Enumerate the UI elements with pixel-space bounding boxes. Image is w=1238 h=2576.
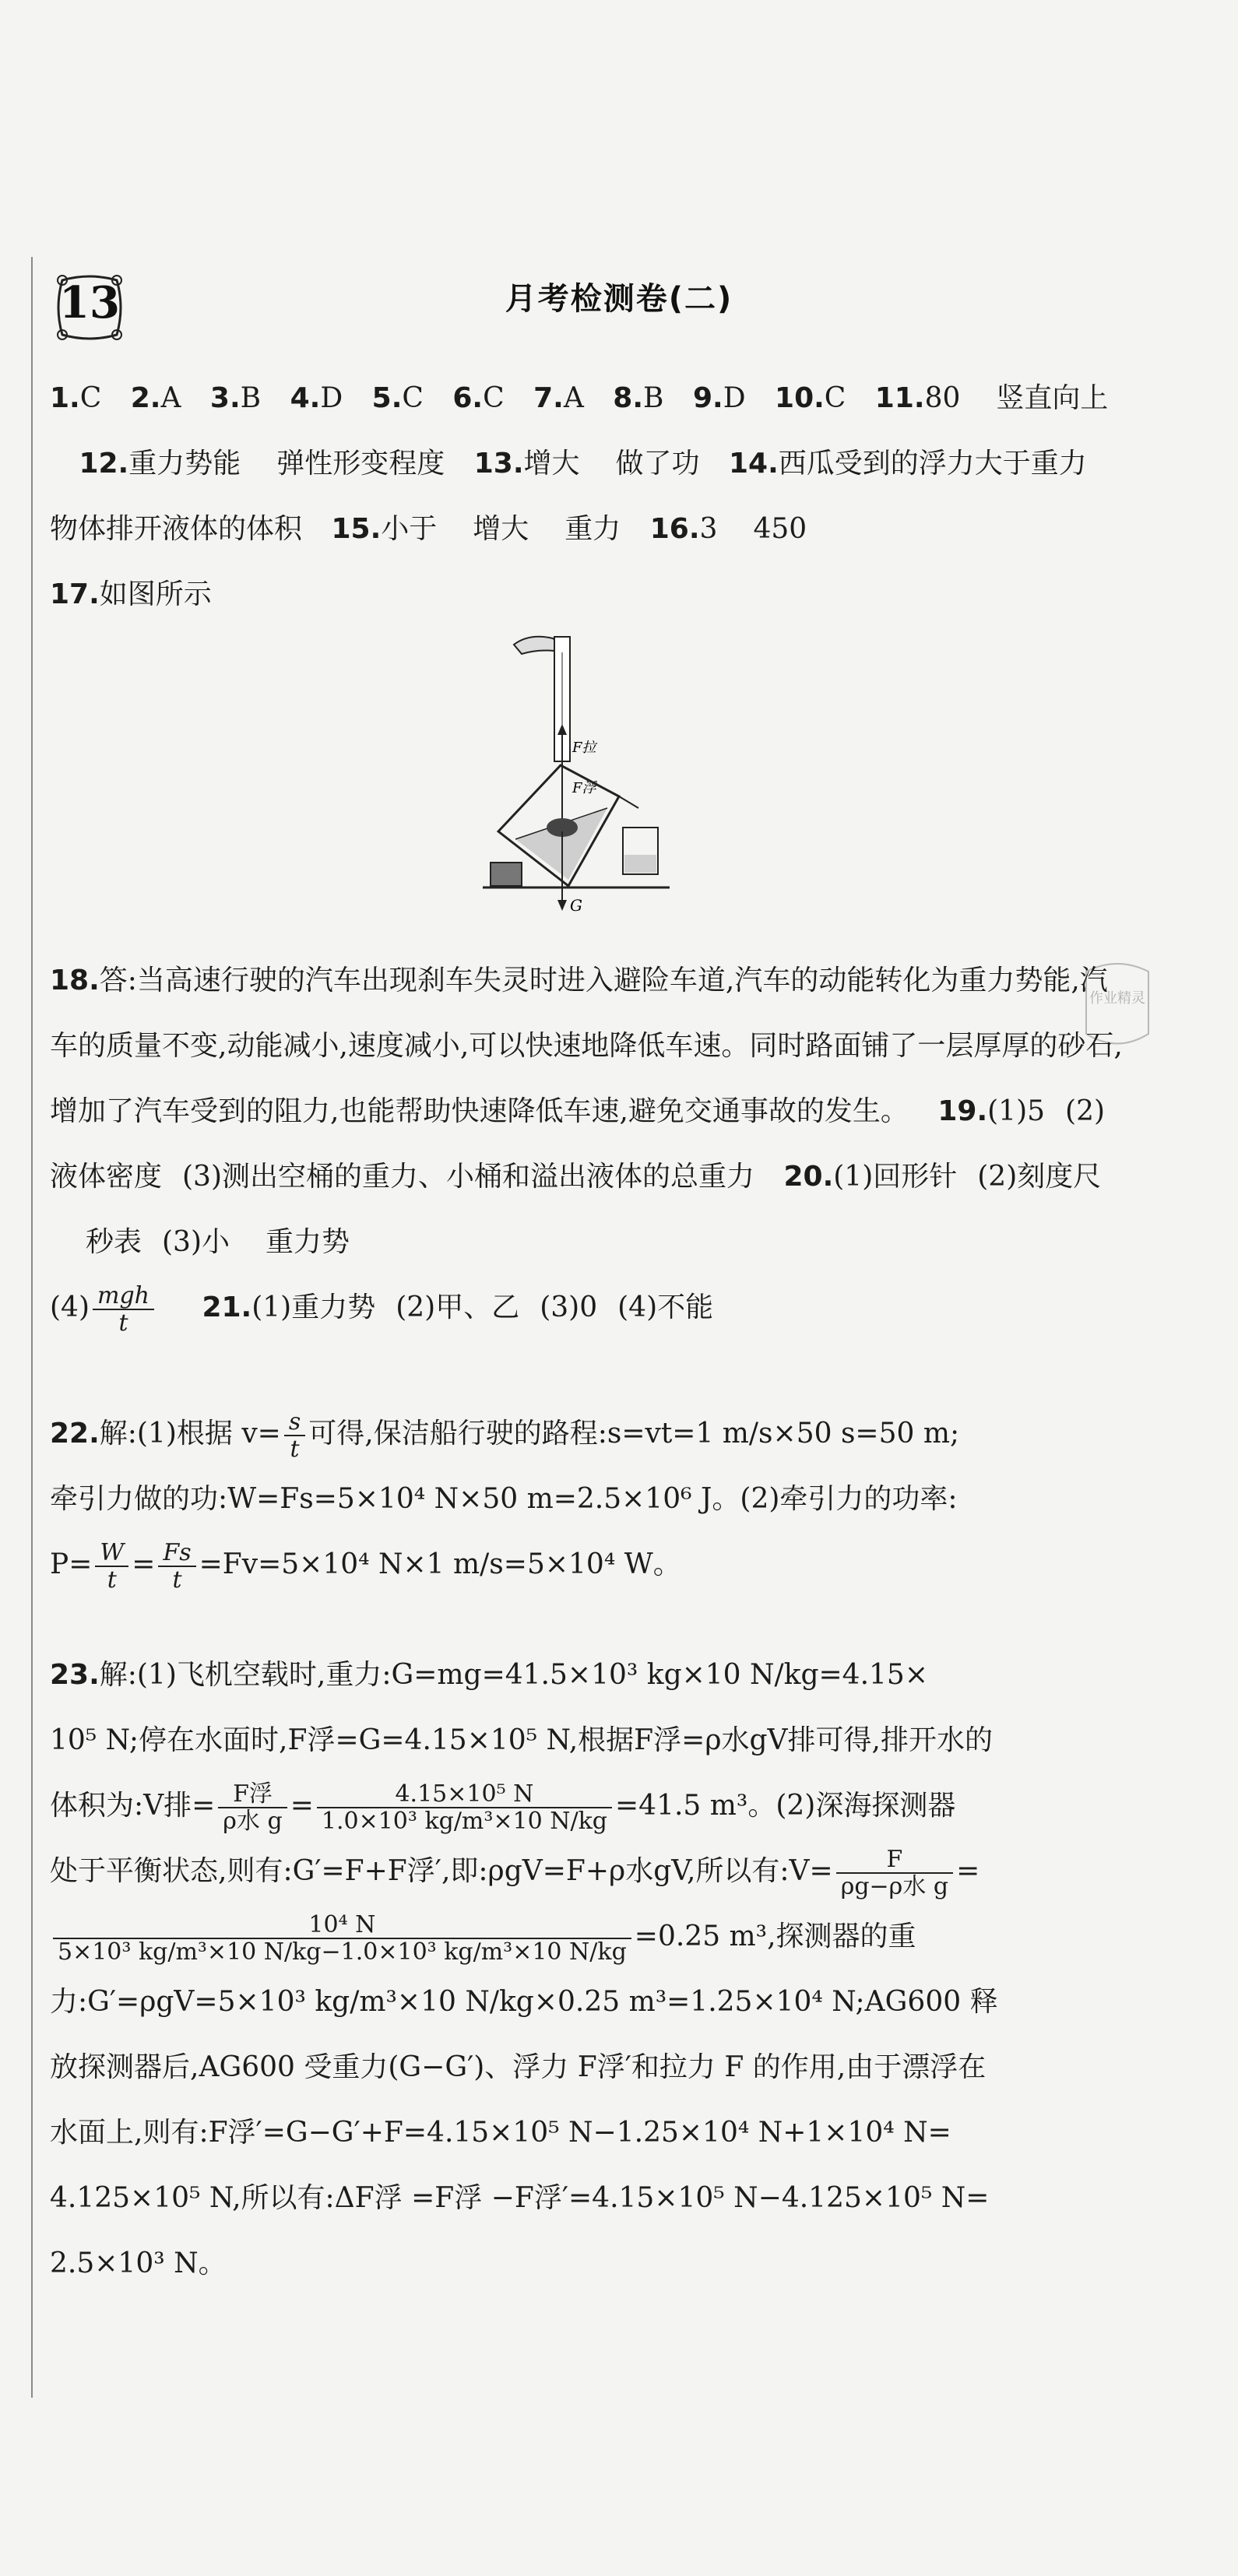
label-f-float: F浮	[572, 780, 596, 796]
q15-answer: 15.小于 增大 重力	[331, 513, 621, 545]
q23-line: 放探测器后,AG600 受重力(G−G′)、浮力 F浮′和拉力 F 的作用,由于漂浮在	[50, 2051, 987, 2083]
buoyancy-diagram-icon	[483, 629, 677, 919]
label-f-pull: F拉	[572, 740, 596, 756]
q11-answer: 11.80 竖直向上	[874, 382, 1109, 414]
q21-answer: 21.(1)重力势 (2)甲、乙 (3)0 (4)不能	[202, 1292, 714, 1323]
q19-answer: 19.(1)5 (2)液体密度 (3)测出空桶的重力、小桶和溢出液体的总重力	[50, 1095, 1106, 1193]
mc-answer: 5.C	[371, 382, 424, 414]
q17-figure	[483, 629, 677, 919]
q20-part4: (4) $\frac{\text{mgh}}{t}$	[50, 1292, 157, 1323]
mc-answer: 7.A	[533, 382, 584, 414]
q22-line: 牵引力做的功:W=Fs=5×10⁴ N×50 m=2.5×10⁶ J。(2)牵引力的功率:	[50, 1483, 958, 1515]
q17-answer: 17.如图所示	[50, 578, 212, 610]
mc-answer: 9.D	[692, 382, 746, 414]
q23-line: 水面上,则有:F浮′=G−G′+F=4.15×10⁵ N−1.25×10⁴ N+1×10⁴ N=	[50, 2117, 951, 2149]
mc-answer: 8.B	[613, 382, 664, 414]
q23-line: 力:G′=ρgV=5×10³ kg/m³×10 N/kg×0.25 m³=1.25×10⁴ N;AG600 释	[50, 1986, 998, 2018]
mc-answer: 2.A	[130, 382, 181, 414]
q23-line: 2.5×10³ N。	[50, 2247, 227, 2279]
q23-line: 体积为:V排= $\frac{\text{F浮}}{\text{ρ水 g}}$ = $\frac{\text{4.15×10⁵ N}}{\text{1.0×10³ kg/m³×10 N/kg}}$ =41.5 m³。(2)深海探测器	[50, 1780, 956, 1835]
q22-line: 22.解:(1)根据 v= $\frac{s}{t}$ 可得,保洁船行驶的路程:s=vt=1 m/s×50 s=50 m;	[50, 1408, 960, 1463]
q22-line: P= $\frac{W}{t}$ = $\frac{Fs}{t}$ =Fv=5×10⁴ N×1 m/s=5×10⁴ W。	[50, 1539, 681, 1594]
margin-rule	[31, 257, 33, 2398]
q16-answer: 16.3 450	[649, 513, 807, 545]
q18-answer: 18.答:当高速行驶的汽车出现刹车失灵时进入避险车道,汽车的动能转化为重力势能,汽车的质量不变,动能减小,速度减小,可以快速地降低车速。同时路面铺了一层厚厚的砂石,增加了汽车受到的阻力,也能帮助快速降低车速,避免交通事故的发生。	[50, 965, 1123, 1127]
q13-answer: 13.增大 做了功	[473, 448, 700, 480]
q23-line: 处于平衡状态,则有:G′=F+F浮′,即:ρgV=F+ρ水gV,所以有:V= $\frac{F}{\text{ρg−ρ水 g}}$ =	[50, 1846, 980, 1900]
q18-21-block	[50, 948, 1124, 1341]
svg-text:作业精灵: 作业精灵	[1089, 990, 1145, 1007]
mc-answer: 4.D	[290, 382, 343, 414]
mc-answer: 1.C	[50, 382, 102, 414]
badge-number: 13	[59, 277, 120, 329]
q23-block	[50, 1643, 1124, 2297]
mc-answer: 6.C	[452, 382, 505, 414]
answers-block	[50, 366, 1124, 627]
q23-line: $\frac{\text{10⁴ N}}{\text{5×10³ kg/m³×10 N/kg−1.0×10³ kg/m³×10 N/kg}}$ =0.25 m³,探测器的重	[50, 1904, 1124, 1970]
page-title: 月考检测卷(二)	[505, 281, 733, 317]
q23-line: 10⁵ N;停在水面时,F浮=G=4.15×10⁵ N,根据F浮=ρ水gV排可得,排开水的	[50, 1724, 993, 1756]
q23-line: 23.解:(1)飞机空载时,重力:G=mg=41.5×10³ kg×10 N/kg=4.15×	[50, 1659, 928, 1691]
q12-answer: 12.重力势能 弹性形变程度	[79, 448, 445, 480]
label-g: G	[570, 896, 582, 915]
q22-block	[50, 1401, 1124, 1597]
q14-answer: 14.西瓜受到的浮力大于重力物体排开液体的体积	[50, 448, 1087, 545]
q20-answer: 20.(1)回形针 (2)刻度尺秒表 (3)小 重力势	[86, 1161, 1102, 1258]
q23-line: 4.125×10⁵ N,所以有:ΔF浮 =F浮 −F浮′=4.15×10⁵ N−4.125×10⁵ N=	[50, 2182, 990, 2214]
mc-answer: 3.B	[209, 382, 262, 414]
mc-answer: 10.C	[775, 382, 846, 414]
